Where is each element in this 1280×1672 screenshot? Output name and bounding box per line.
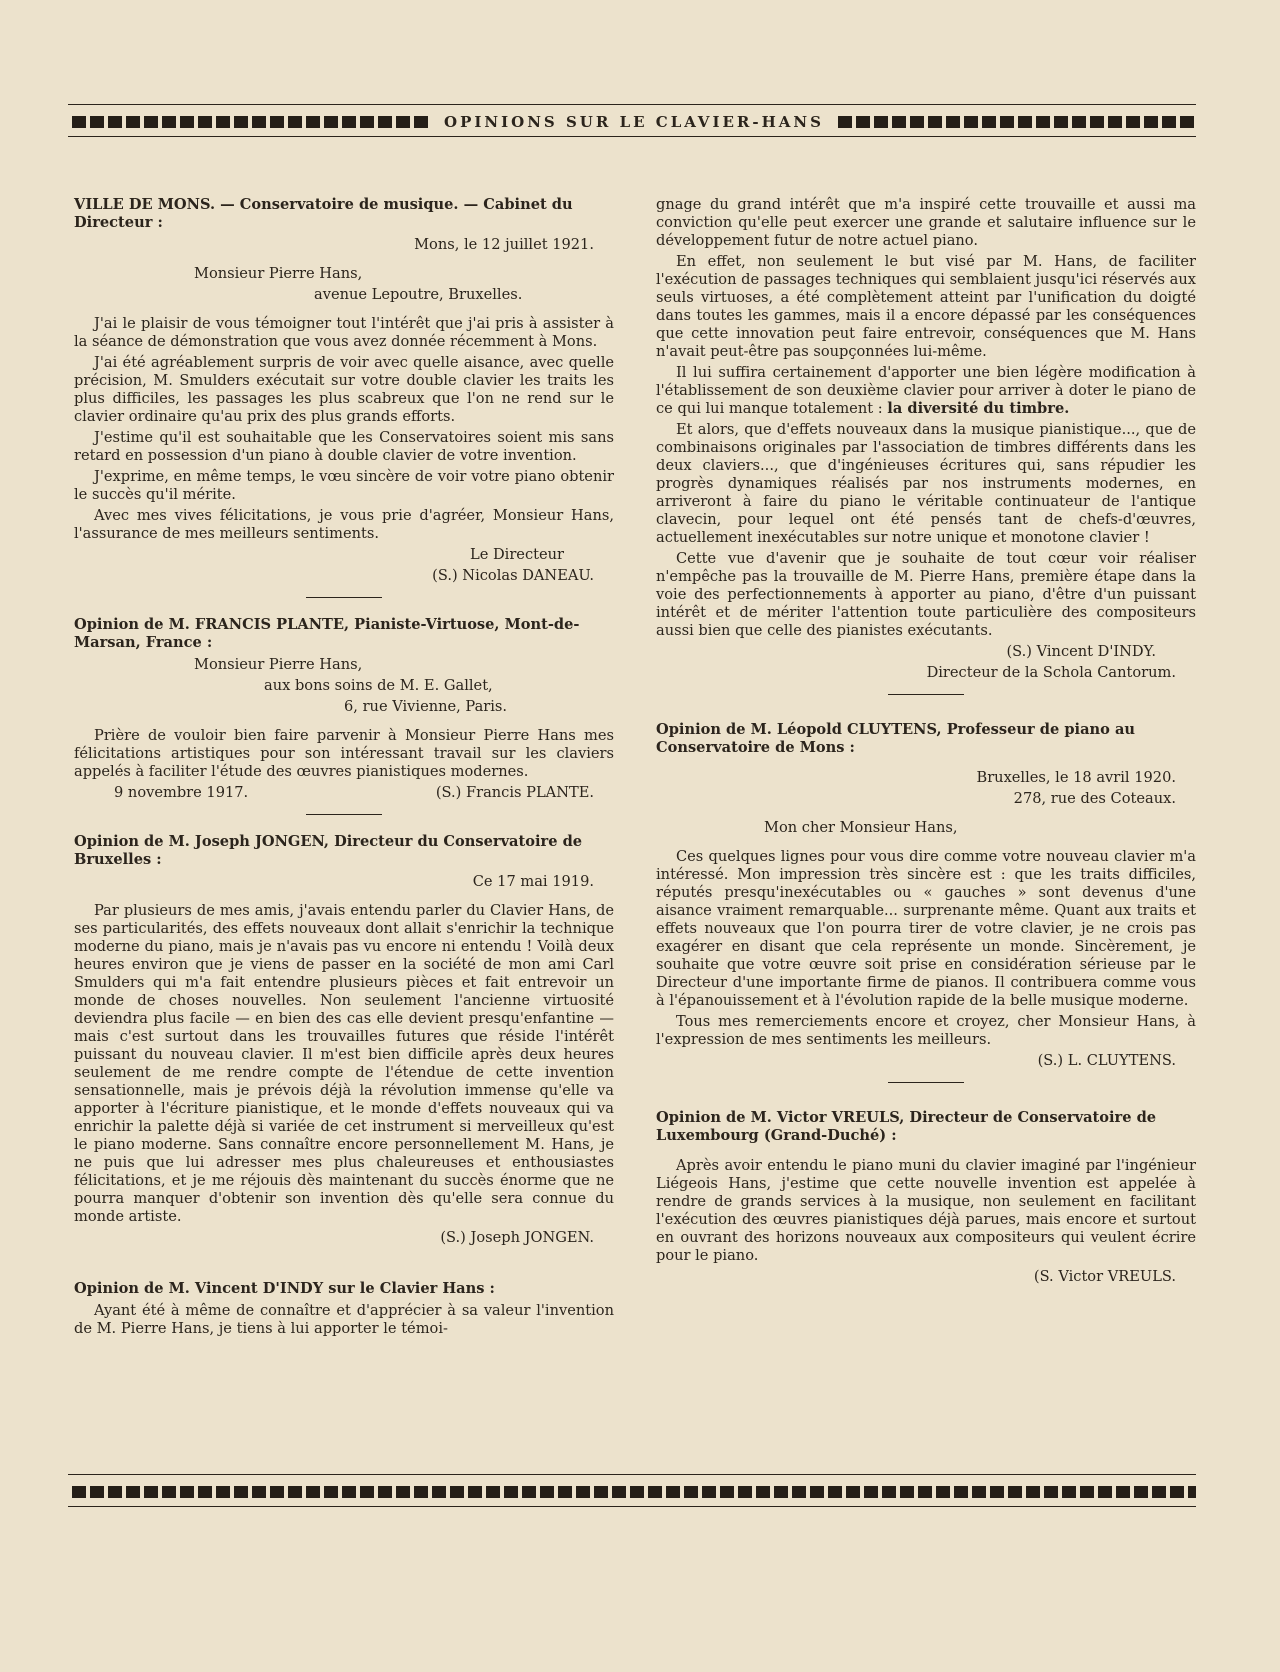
separator-rule [306,814,382,815]
paragraph: gnage du grand intérêt que m'a inspiré cette trouvaille et aussi ma conviction qu'elle peut exercer une grande et salutaire influence sur le développement futur de notre actuel piano. [656,196,1196,249]
paragraph: Avec mes vives félicitations, je vous prie d'agréer, Monsieur Hans, l'assurance de mes meilleurs sentiments. [74,507,614,542]
date-signature-row [74,784,614,802]
address: 6, rue Vivienne, Paris. [344,698,508,715]
left-column [74,196,614,1341]
signature: (S.) Vincent D'INDY. [1006,643,1156,660]
letter-heading: Opinion de M. Léopold CLUYTENS, Professeur de piano au Conservatoire de Mons : [656,721,1136,756]
letter-heading: Opinion de M. Vincent D'INDY sur le Clavier Hans : [74,1280,495,1297]
letter-vreuls [656,1109,1196,1286]
header-ornament-right [838,116,1196,128]
paragraph: Ayant été à même de connaître et d'apprécier à sa valeur l'invention de M. Pierre Hans, je tiens à lui apporter le témoi- [74,1302,614,1337]
addressee: Monsieur Pierre Hans, [194,265,363,282]
letter-heading: Opinion de M. Joseph JONGEN, Directeur du Conservatoire de Bruxelles : [74,833,583,868]
letter-date: 9 novembre 1917. [114,784,249,801]
address: avenue Lepoutre, Bruxelles. [314,286,523,303]
letter-jongen [74,833,614,1247]
header-title: OPINIONS SUR LE CLAVIER-HANS [444,113,824,131]
letter-cluytens [656,721,1196,1070]
paragraph: Prière de vouloir bien faire parvenir à Monsieur Pierre Hans mes félicitations artistiques pour son intéressant travail sur les claviers appelés à faciliter l'étude des œuvres pianistiques modernes. [74,727,614,780]
paragraph: Cette vue d'avenir que je souhaite de tout cœur voir réaliser n'empêche pas la trouvaille de M. Pierre Hans, première étape dans la voie des perfectionnements à apporter au piano, d'être d'un puissant intérêt et de mériter l'attention toute particulière des compositeurs aussi bien que celle des pianistes exécutants. [656,550,1196,639]
paragraph: Après avoir entendu le piano muni du clavier imaginé par l'ingénieur Liégeois Hans, j'estime que cette nouvelle invention est appelée à rendre de grands services à la musique, non seulement en facilitant l'exécution des œuvres pianistiques déjà parues, mais encore et surtout en ouvrant des horizons nouveaux aux compositeurs qui veulent écrire pour le piano. [656,1157,1196,1264]
paragraph: Ces quelques lignes pour vous dire comme votre nouveau clavier m'a intéressé. Mon impression très sincère est : que les traits difficiles, réputés presqu'inexécutables ou « gauches » sont devenus d'une aisance vraiment remarquable... surprenante même. Quant aux traits et effets nouveaux que l'on pourra tirer de votre clavier, je ne crois pas exagérer en disant que cela représente un monde. Sincèrement, je souhaite que votre œuvre soit prise en considération sérieuse par le Directeur d'une importante firme de pianos. Il contribuera comme vous à l'épanouissement et à l'évolution rapide de la belle musique moderne. [656,848,1196,1009]
paragraph: En effet, non seulement le but visé par M. Hans, de faciliter l'exécution de passages techniques qui semblaient jusqu'ici réservés aux seuls virtuoses, a été complètement atteint par l'unification du doigté dans toutes les gammes, mais il a encore dépassé par les conséquences que cette innovation peut faire entrevoir, conséquences que M. Hans n'avait peut-être pas soupçonnées lui-même. [656,253,1196,360]
letter-mons [74,196,614,585]
paragraph: J'exprime, en même temps, le vœu sincère de voir votre piano obtenir le succès qu'il mérite. [74,468,614,503]
letter-dindy-continued [656,196,1196,682]
paragraph: Par plusieurs de mes amis, j'avais entendu parler du Clavier Hans, de ses particularités, des effets nouveaux dont allait s'enrichir la technique moderne du piano, mais je n'avais pas vu encore ni entendu ! Voilà deux heures environ que je viens de passer en la société de mon ami Carl Smulders qui m'a fait entendre plusieurs pièces et fait entrevoir un monde de choses nouvelles. Non seulement l'ancienne virtuosité deviendra plus facile — en bien des cas elle devient presqu'enfantine — mais c'est surtout dans les trouvailles futures que réside l'intérêt puissant du nouveau clavier. Il m'est bien difficile après deux heures seulement de me rendre compte de l'étendue de cette invention sensationnelle, mais je prévois déjà la révolution immense qu'elle va apporter à l'écriture pianistique, et le monde d'effets nouveaux qui va enrichir la palette déjà si variée de cet instrument si merveilleux qu'est le piano moderne. Sans connaître encore personnellement M. Hans, je ne puis que lui adresser mes plus chaleureuses et enthousiastes félicitations, et je me réjouis dès maintenant du succès énorme que ne pourra manquer d'obtenir son invention dès qu'elle sera connue du monde artiste. [74,902,614,1225]
signature: (S.) Francis PLANTE. [435,784,594,801]
paragraph: Tous mes remerciements encore et croyez, cher Monsieur Hans, à l'expression de mes sentiments les meilleurs. [656,1013,1196,1048]
header-band [72,114,1196,130]
letter-date: Bruxelles, le 18 avril 1920. [976,769,1176,786]
letter-date: Ce 17 mai 1919. [472,873,594,890]
footer-lower-rule [68,1506,1196,1507]
footer-ornament [72,1486,1196,1498]
separator-rule [888,694,964,695]
addressee: Monsieur Pierre Hans, [194,656,363,673]
footer-upper-rule [68,1474,1196,1475]
separator-rule [888,1082,964,1083]
right-column [656,196,1196,1289]
top-rule [68,104,1196,105]
signature: (S. Victor VREULS. [1033,1268,1176,1285]
paragraph: J'ai été agréablement surpris de voir avec quelle aisance, avec quelle précision, M. Smulders exécutait sur votre double clavier les traits les plus difficiles, les passages les plus scabreux que l'on ne rend sur le clavier ordinaire qu'au prix des plus grands efforts. [74,354,614,425]
letter-date: Mons, le 12 juillet 1921. [414,236,594,253]
emphasis: la diversité du timbre. [887,400,1070,417]
address: 278, rue des Coteaux. [1013,790,1176,807]
footer-band [72,1484,1196,1500]
letter-plante [74,616,614,802]
letter-heading: Opinion de M. Victor VREULS, Directeur de Conservatoire de Luxembourg (Grand-Duché) : [656,1109,1157,1144]
paragraph: J'estime qu'il est souhaitable que les Conservatoires soient mis sans retard en possession d'un piano à double clavier de votre invention. [74,429,614,464]
separator-rule [306,597,382,598]
letter-dindy [74,1280,614,1338]
signature: (S.) Joseph JONGEN. [440,1229,594,1246]
signature: (S.) L. CLUYTENS. [1037,1052,1176,1069]
paragraph-text: Il lui suffira certainement d'apporter une bien légère modification à l'établissement de son deuxième clavier pour arriver à doter le piano de ce qui lui manque totalement : [656,364,1196,417]
signature-title: Directeur de la Schola Cantorum. [926,664,1176,681]
header-lower-rule [68,136,1196,137]
paragraph: J'ai le plaisir de vous témoigner tout l'intérêt que j'ai pris à assister à la séance de démonstration que vous avez donnée récemment à Mons. [74,315,614,350]
header-ornament-left [72,116,430,128]
salutation: Mon cher Monsieur Hans, [764,819,958,836]
paragraph: Et alors, que d'effets nouveaux dans la musique pianistique..., que de combinaisons originales par l'association de timbres différents dans les deux claviers..., que d'ingénieuses écritures qui, sans répudier les progrès dynamiques réalisés par nos instruments modernes, en arriveront à faire du piano le véritable continuateur de l'antique clavecin, pour lequel ont été pensés tant de chefs-d'œuvres, actuellement inexécutables sur notre unique et monotone clavier ! [656,421,1196,546]
address: aux bons soins de M. E. Gallet, [264,677,493,694]
paragraph [656,364,1196,418]
letter-heading: VILLE DE MONS. — Conservatoire de musique. — Cabinet du Directeur : [74,196,573,231]
letter-heading: Opinion de M. FRANCIS PLANTE, Pianiste-Virtuose, Mont-de-Marsan, France : [74,616,580,651]
signature-title: Le Directeur [470,546,564,563]
signature: (S.) Nicolas DANEAU. [432,567,594,584]
